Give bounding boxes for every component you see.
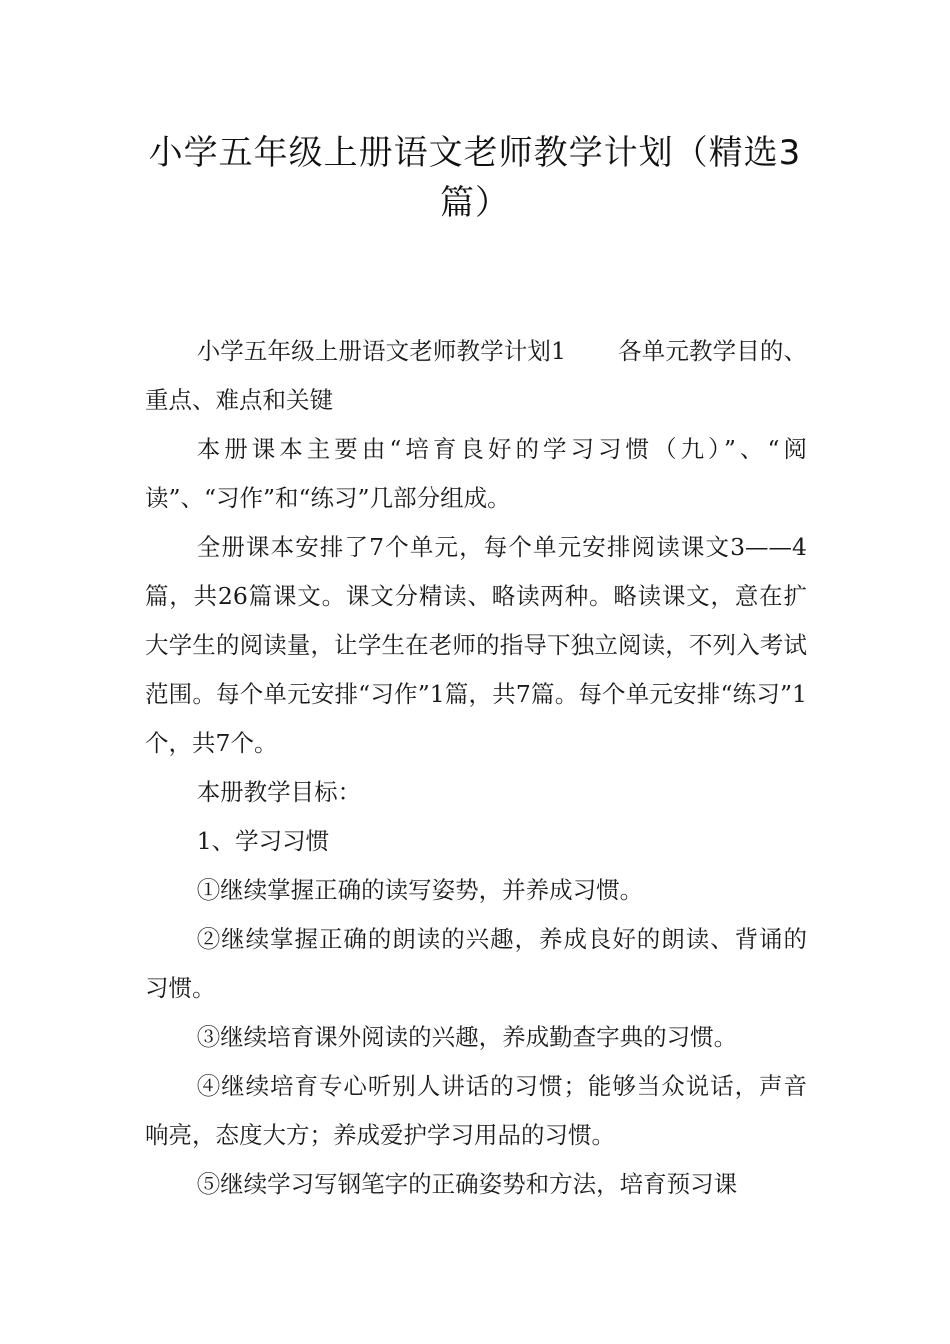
- section-heading: 小学五年级上册语文老师教学计划1: [196, 337, 567, 365]
- document-title: 小学五年级上册语文老师教学计划（精选3篇）: [148, 133, 802, 223]
- paragraph: 本册课本主要由“培育良好的学习习惯（九）”、“阅读”、“习作”和“练习”几部分组成。: [145, 435, 807, 512]
- paragraph: ②继续掌握正确的朗读的兴趣，养成良好的朗读、背诵的习惯。: [145, 925, 807, 1002]
- section-subheading: 各单元教学目的、重点、难点和关键: [145, 337, 808, 414]
- paragraph: ①继续掌握正确的读写姿势，并养成习惯。: [196, 876, 644, 904]
- paragraph: ⑤继续学习写钢笔字的正确姿势和方法，培育预习课: [196, 1170, 738, 1198]
- document-body: [145, 327, 807, 1209]
- paragraph: ④继续培育专心听别人讲话的习惯；能够当众说话，声音响亮，态度大方；养成爱护学习用品的习惯。: [145, 1072, 807, 1149]
- section-heading-paragraph: [145, 327, 807, 425]
- paragraph: ③继续培育课外阅读的兴趣，养成勤查字典的习惯。: [196, 1023, 738, 1051]
- paragraph: 本册教学目标：: [196, 778, 362, 806]
- paragraph: 全册课本安排了7个单元，每个单元安排阅读课文3——4篇，共26篇课文。课文分精读、略读两种。略读课文，意在扩大学生的阅读量，让学生在老师的指导下独立阅读，不列入考试范围。每个单元安排“习作”1篇，共7篇。每个单元安排“练习”1个，共7个。: [145, 533, 807, 757]
- paragraph: 1、学习习惯: [196, 827, 330, 855]
